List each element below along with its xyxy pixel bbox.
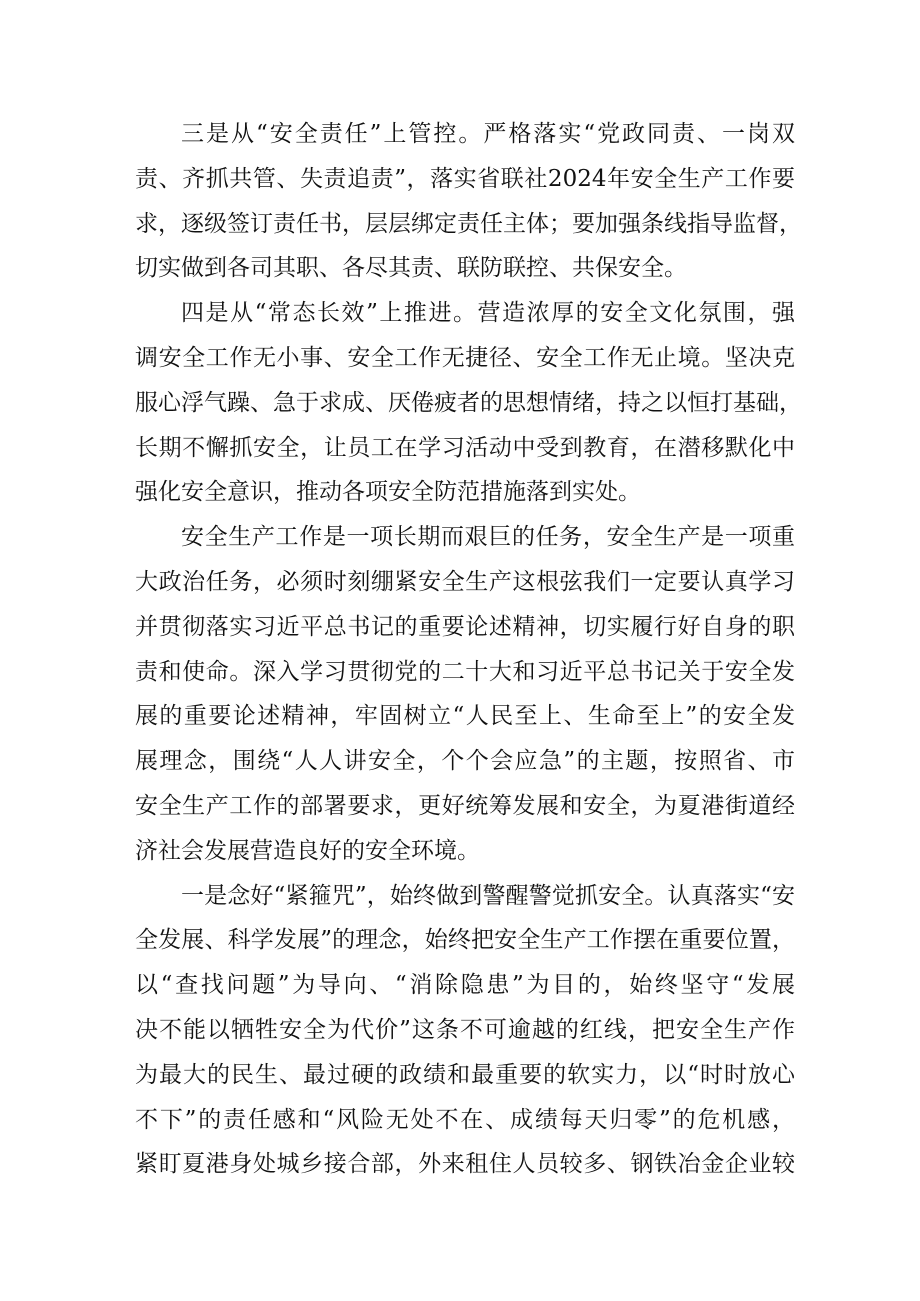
text-line: 展理念，围绕“人人讲安全，个个会应急”的主题，按照省、市 [135, 748, 795, 775]
text-line: 以“查找问题”为导向、“消除隐患”为目的，始终坚守“发展 [135, 972, 795, 999]
text-line: 大政治任务，必须时刻绷紧安全生产这根弦我们一定要认真学习 [135, 568, 795, 595]
text-line: 切实做到各司其职、各尽其责、联防联控、共保安全。 [135, 255, 687, 282]
text-line: 展的重要论述精神，牢固树立“人民至上、生命至上”的安全发 [135, 703, 795, 730]
text-line: 济社会发展营造良好的安全环境。 [135, 837, 480, 864]
paragraph-vigilance [135, 874, 795, 1188]
text-line: 三是从“安全责任”上管控。严格落实“党政同责、一岗双 [181, 121, 795, 147]
paragraph-safety-production-task [135, 515, 795, 873]
text-line: 并贯彻落实习近平总书记的重要论述精神，切实履行好自身的职 [135, 613, 795, 640]
text-line: 为最大的民生、最过硬的政绩和最重要的软实力，以“时时放心 [135, 1061, 795, 1088]
text-line: 调安全工作无小事、安全工作无捷径、安全工作无止境。坚决克 [135, 344, 795, 371]
text-line: 责、齐抓共管、失责追责”，落实省联社2024年安全生产工作要 [135, 165, 795, 192]
text-line: 不下”的责任感和“风险无处不在、成绩每天归零”的危机感， [135, 1106, 795, 1133]
text-line: 安全生产工作的部署要求，更好统筹发展和安全，为夏港街道经 [135, 792, 795, 819]
text-line: 责和使命。深入学习贯彻党的二十大和习近平总书记关于安全发 [135, 658, 795, 685]
text-line: 安全生产工作是一项长期而艰巨的任务，安全生产是一项重 [181, 524, 795, 551]
text-line: 决不能以牺牲安全为代价”这条不可逾越的红线，把安全生产作 [135, 1016, 795, 1043]
text-line: 服心浮气躁、急于求成、厌倦疲者的思想情绪，持之以恒打基础， [135, 389, 802, 416]
text-line: 长期不懈抓安全，让员工在学习活动中受到教育，在潜移默化中 [135, 434, 795, 461]
document-body [135, 112, 802, 1187]
text-line: 一是念好“紧箍咒”，始终做到警醒警觉抓安全。认真落实“安 [181, 882, 795, 909]
text-line: 强化安全意识，推动各项安全防范措施落到实处。 [135, 479, 641, 506]
paragraph-normalized-long-term [135, 291, 802, 515]
text-line: 求，逐级签订责任书，层层绑定责任主体；要加强条线指导监督， [135, 210, 802, 237]
paragraph-safety-responsibility [135, 112, 802, 291]
text-line: 四是从“常态长效”上推进。营造浓厚的安全文化氛围，强 [181, 300, 795, 327]
text-line: 全发展、科学发展”的理念，始终把安全生产工作摆在重要位置， [135, 927, 795, 954]
text-line: 紧盯夏港身处城乡接合部，外来租住人员较多、钢铁冶金企业较 [135, 1151, 795, 1178]
